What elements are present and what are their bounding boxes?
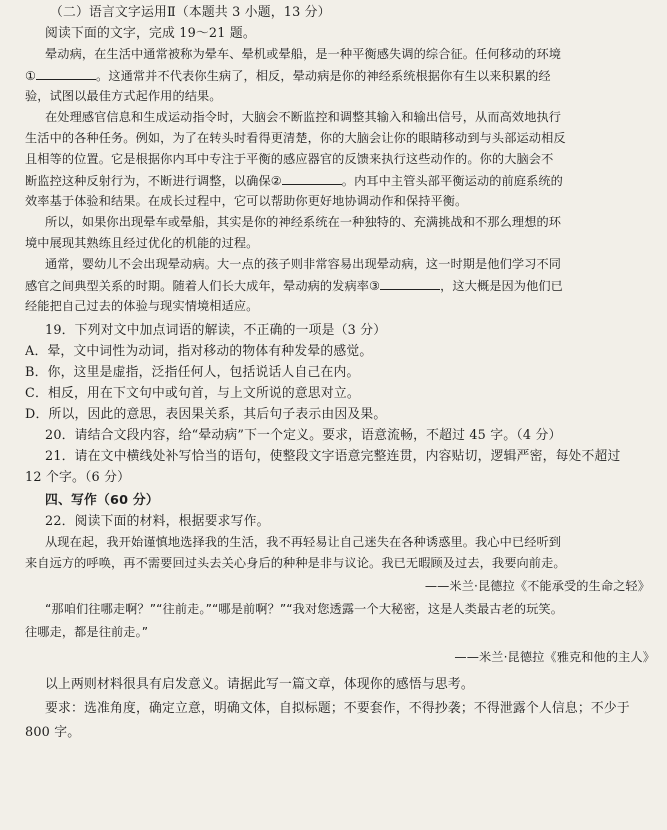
passage-line: 境中展现其熟练且经过优化的机能的过程。	[25, 236, 259, 250]
question-22: 22．阅读下面的材料，根据要求写作。	[45, 514, 270, 529]
passage-line	[25, 67, 667, 85]
passage-text: 断监控这种反射行为，不断进行调整，以确保②	[25, 174, 282, 188]
material-1-line: 从现在起，我开始谨慎地选择我的生活，我不再轻易让自己迷失在各种诱惑里。我心中已经听到	[45, 535, 562, 549]
passage-line: 晕动病，在生活中通常被称为晕车、晕机或晕船，是一种平衡感失调的综合征。任何移动的环境	[45, 47, 562, 61]
material-1-source: ——米兰·昆德拉《不能承受的生命之轻》	[424, 579, 650, 593]
option-a: A．晕，文中词性为动词，指对移动的物体有种发晕的感觉。	[25, 344, 373, 359]
writing-requirements: 要求：选准角度，确定立意，明确文体，自拟标题；不要套作，不得抄袭；不得泄露个人信息；不少于	[45, 701, 630, 716]
passage-text: 感官之间典型关系的时期。随着人们长大成年，晕动病的发病率③	[25, 279, 381, 293]
blank-marker: ①	[25, 69, 37, 83]
passage-line	[25, 172, 667, 190]
section-header-writing: 四、写作（60 分）	[45, 493, 159, 508]
passage-text: ，这大概是因为他们已	[440, 279, 563, 293]
reading-instruction: 阅读下面的文字，完成 19～21 题。	[45, 26, 256, 41]
passage-line: 所以，如果你出现晕车或晕船，其实是你的神经系统在一种独特的、充满挑战和不那么理想的环	[45, 215, 562, 229]
passage-line: 效率基于体验和结果。在成长过程中，它可以帮助你更好地协调动作和保持平衡。	[25, 194, 468, 208]
material-2-line: “那咱们往哪走啊？”“往前走。”“哪是前啊？”“我对您透露一个大秘密，这是人类最古老的玩笑。	[45, 602, 564, 616]
writing-prompt: 以上两则材料很具有启发意义。请据此写一篇文章，体现你的感悟与思考。	[45, 677, 474, 692]
passage-line: 在处理感官信息和生成运动指令时，大脑会不断监控和调整其输入和输出信号，从而高效地执行	[45, 110, 562, 124]
blank-2	[282, 172, 342, 185]
material-2-source: ——米兰·昆德拉《雅克和他的主人》	[454, 650, 655, 664]
material-2-line: 往哪走，都是往前走。”	[25, 625, 149, 639]
passage-line: 通常，婴幼儿不会出现晕动病。大一点的孩子则非常容易出现晕动病，这一时期是他们学习不同	[45, 257, 562, 271]
passage-line: 经能把自己过去的体验与现实情境相适应。	[25, 299, 259, 313]
passage-line: 且相等的位置。它是根据你内耳中专注于平衡的感应器官的反馈来执行这些动作的。你的大脑会不	[25, 152, 554, 166]
question-21: 21．请在文中横线处补写恰当的语句，使整段文字语意完整连贯，内容贴切，逻辑严密，每处不超过	[45, 449, 621, 464]
option-c: C．相反，用在下文句中或句首，与上文所说的意思对立。	[25, 386, 360, 401]
question-21-cont: 12 个字。（6 分）	[25, 470, 131, 485]
passage-text: 。内耳中主管头部平衡运动的前庭系统的	[341, 174, 563, 188]
question-19: 19．下列对文中加点词语的解读，不正确的一项是（3 分）	[45, 323, 387, 338]
question-20: 20．请结合文段内容，给“晕动病”下一个定义。要求，语意流畅，不超过 45 字。（4 分）	[45, 428, 562, 443]
section-header-language: （二）语言文字运用Ⅱ（本题共 3 小题，13 分）	[50, 5, 331, 20]
passage-line: 生活中的各种任务。例如，为了在转头时看得更清楚，你的大脑会让你的眼睛移动到与头部运动相反	[25, 131, 566, 145]
option-b: B．你，这里是虚指，泛指任何人，包括说话人自己在内。	[25, 365, 360, 380]
passage-line	[25, 277, 667, 295]
passage-text: 。这通常并不代表你生病了，相反，晕动病是你的神经系统根据你有生以来积累的经	[96, 69, 551, 83]
option-d: D．所以，因此的意思，表因果关系，其后句子表示由因及果。	[25, 407, 387, 422]
material-1-line: 来自远方的呼唤，再不需要回过头去关心身后的种种是非与议论。我已无暇顾及过去，我要向前走。	[25, 556, 566, 570]
blank-1	[36, 67, 96, 80]
writing-requirements-cont: 800 字。	[25, 725, 81, 740]
blank-3	[380, 277, 440, 290]
passage-line: 验，试图以最佳方式起作用的结果。	[25, 89, 222, 103]
